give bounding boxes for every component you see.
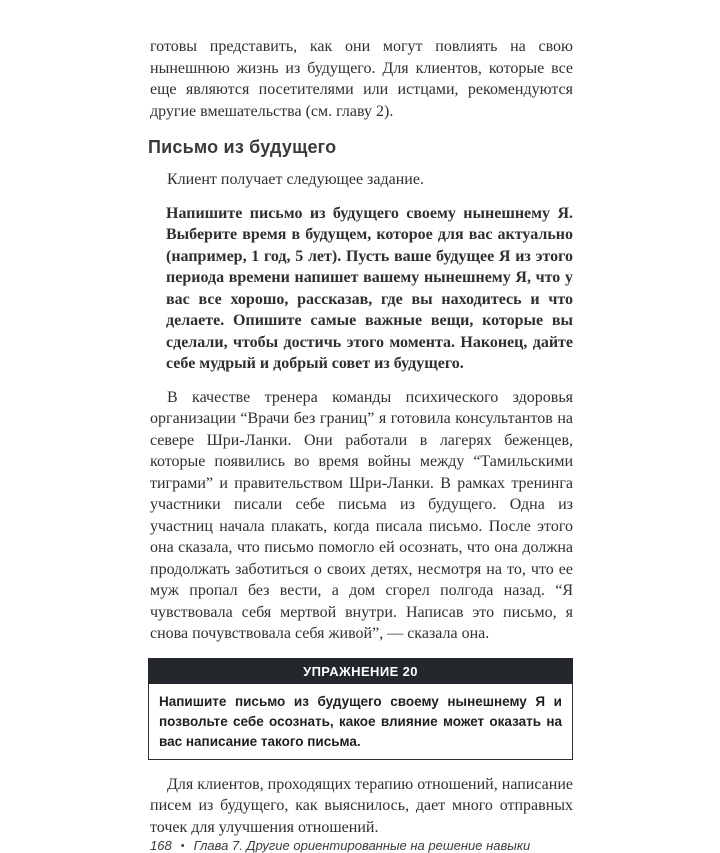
exercise-banner-title: УПРАЖНЕНИЕ 20 (148, 658, 573, 684)
chapter-title: Глава 7. Другие ориентированные на решение навыки (193, 838, 531, 853)
lead-paragraph: Клиент получает следующее задание. (167, 171, 424, 188)
page-footer (150, 838, 573, 853)
story-paragraph: В качестве тренера команды психического здоровья организации “Врачи без границ” я готовила консультантов на севере Шри-Ланки. Они работали в лагерях беженцев, которые появились во время войны между “Тамильскими тиграми” и правительством Шри-Ланки. В рамках тренинга участники писали себе письма из будущего. Одна из участниц начала плакать, когда писала письмо. После этого она сказала, что письмо помогло ей осознать, что она должна продолжать заботиться о своих детях, несмотря на то, что ее муж пропал без вести, а дом сгорел полгода назад. “Я чувствовала себя мертвой внутри. Написав это письмо, я снова почувствовала себя живой”, — сказала она. (150, 388, 573, 642)
footer-bullet-separator: • (180, 840, 185, 852)
assignment-quote-block: Напишите письмо из будущего своему нынешнему Я. Выберите время в будущем, которое для вас актуально (например, 1 год, 5 лет). Пусть ваше будущее Я из этого периода времени напишет вашему нынешнему Я, что у вас все хорошо, рассказав, где вы находитесь и что делаете. Опишите самые важные вещи, которые вы сделали, чтобы достичь этого момента. Наконец, дайте себе мудрый и добрый совет из будущего. (166, 204, 573, 372)
exercise-instruction: Напишите письмо из будущего своему нынешнему Я и позвольте себе осознать, какое влияние может оказать на вас написание такого письма. (148, 684, 573, 760)
exercise-block (148, 658, 573, 760)
intro-paragraph: готовы представить, как они могут повлиять на свою нынешнюю жизнь из будущего. Для клиентов, которые все еще являются посетителями или истцами, рекомендуются другие вмешательства (см. главу 2). (150, 38, 573, 120)
page-number: 168 (150, 838, 172, 853)
closing-paragraph: Для клиентов, проходящих терапию отношений, написание писем из будущего, как выяснилось, дает много отправных точек для улучшения отношений. (150, 775, 573, 836)
section-heading: Письмо из будущего (148, 137, 337, 157)
